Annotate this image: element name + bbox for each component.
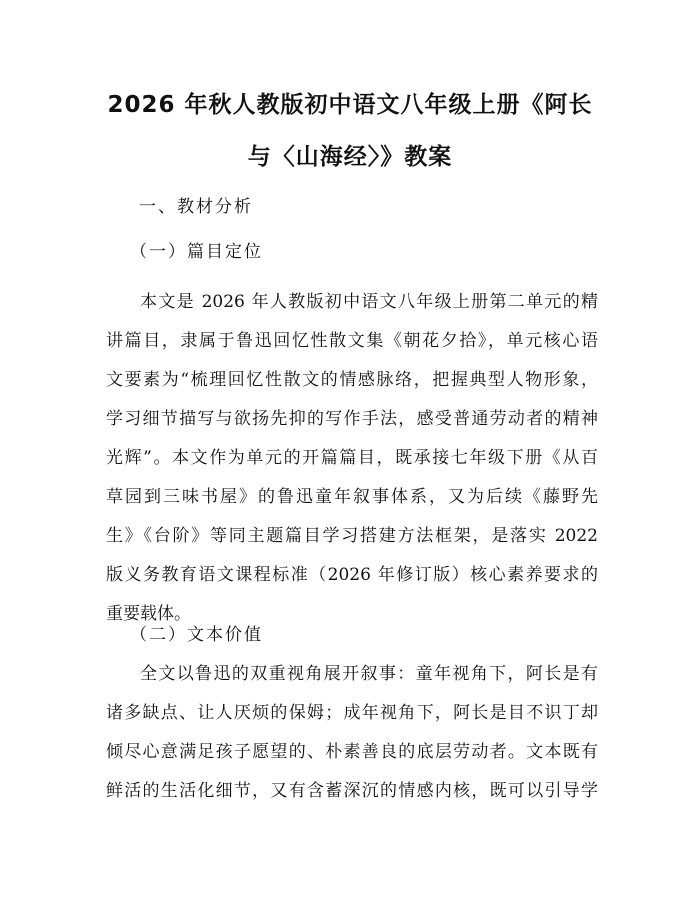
paragraph-line: 光辉”。本文作为单元的开篇篇目，既承接七年级下册《从百: [106, 448, 598, 468]
paragraph-line: 鲜活的生活化细节，又有含蓄深沉的情感内核，既可以引导学: [106, 781, 598, 801]
paragraph-line: 草园到三味书屋》的鲁迅童年叙事体系，又为后续《藤野先: [106, 487, 598, 507]
paragraph-line: 学习细节描写与欲扬先抑的写作手法，感受普通劳动者的精神: [106, 409, 598, 429]
document-title-line-1: 2026 年秋人教版初中语文八年级上册《阿长: [107, 92, 593, 118]
paragraph-line: 重要载体。: [106, 604, 191, 624]
subheading-text-value: （二）文本价值: [130, 625, 263, 645]
paragraph-line: 全文以鲁迅的双重视角展开叙事：童年视角下，阿长是有: [140, 664, 598, 684]
paragraph-line: 版义务教育语文课程标准（2026 年修订版）核心素养要求的: [106, 565, 598, 585]
paragraph-chapter-positioning: [106, 283, 598, 634]
subheading-chapter-positioning: （一）篇目定位: [130, 242, 263, 262]
paragraph-text-value: [106, 655, 598, 811]
paragraph-line: 讲篇目，隶属于鲁迅回忆性散文集《朝花夕拾》，单元核心语: [106, 331, 598, 351]
paragraph-line: 文要素为“梳理回忆性散文的情感脉络，把握典型人物形象，: [106, 370, 598, 390]
paragraph-line: 生》《台阶》等同主题篇目学习搭建方法框架，是落实 2022: [106, 526, 598, 546]
section-heading-materials-analysis: 一、教材分析: [139, 197, 253, 217]
paragraph-line: 本文是 2026 年人教版初中语文八年级上册第二单元的精: [140, 292, 598, 312]
paragraph-line: 诸多缺点、让人厌烦的保姆；成年视角下，阿长是目不识丁却: [106, 703, 598, 723]
paragraph-line: 倾尽心意满足孩子愿望的、朴素善良的底层劳动者。文本既有: [106, 742, 598, 762]
document-title-line-2: 与〈山海经〉》教案: [247, 144, 453, 170]
